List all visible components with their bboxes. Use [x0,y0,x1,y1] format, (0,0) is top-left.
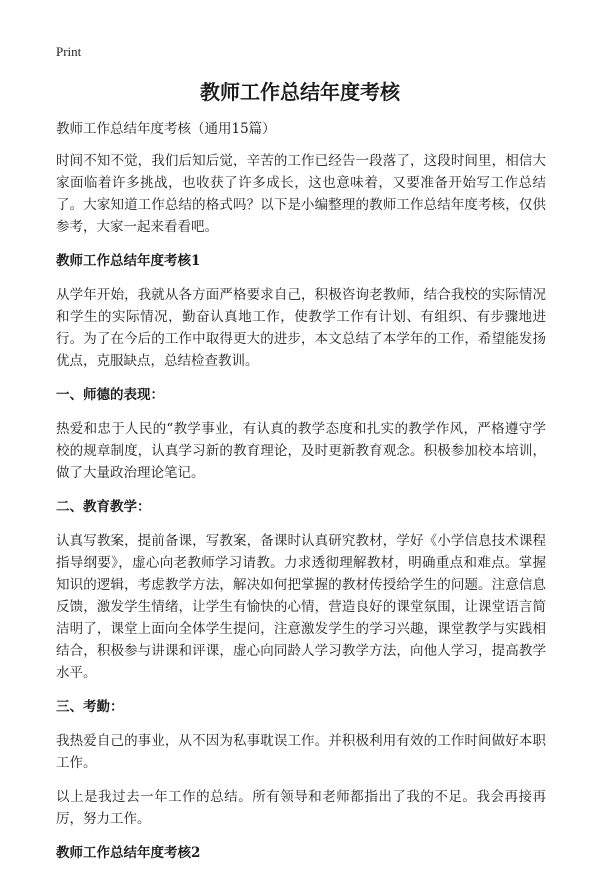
page-title: 教师工作总结年度考核 [200,80,400,104]
print-link[interactable]: Print [56,44,82,59]
article-body [56,118,546,876]
part-2-paragraph: 认真写教案，提前备课，写教案，备课时认真研究教材，学好《小学信息技术课程指导纲要》，虚心向老教师学习请教。力求透彻理解教材，明确重点和难点。掌握知识的逻辑，考虑教学方法，解决如何把掌握的教材传授给学生的问题。注意信息反馈，激发学生情绪，让学生有愉快的心情，营造良好的课堂氛围，让课堂语言简洁明了，课堂上面向全体学生提问，注意激发学生的学习兴趣，课堂教学与实践相结合，积极参与讲课和评课，虚心向同龄人学习教学方法，向他人学习，提高教学水平。 [56,533,546,681]
part-1-paragraph: 热爱和忠于人民的“教学事业，有认真的教学态度和扎实的教学作风，严格遵守学校的规章制度，认真学习新的教育理论，及时更新教育观念。积极参加校本培训，做了大量政治理论笔记。 [56,421,546,481]
subtitle: 教师工作总结年度考核（通用15篇） [56,121,276,137]
intro-paragraph: 时间不知不觉，我们后知后觉，辛苦的工作已经告一段落了，这段时间里，相信大家面临着许多挑战，也收获了许多成长，这也意味着，又要准备开始写工作总结了。大家知道工作总结的格式吗？以下是小编整理的教师工作总结年度考核，仅供参考，大家一起来看看吧。 [56,153,546,235]
closing-paragraph: 以上是我过去一年工作的总结。所有领导和老师都指出了我的不足。我会再接再厉，努力工作。 [56,789,546,827]
section-2-heading: 教师工作总结年度考核2 [56,845,201,861]
part-1-heading: 一、师德的表现： [56,387,164,403]
section-1-paragraph: 从学年开始，我就从各方面严格要求自己，积极咨询老教师，结合我校的实际情况和学生的实际情况，勤奋认真地工作，使教学工作有计划、有组织、有步骤地进行。为了在今后的工作中取得更大的进步，本文总结了本学年的工作，希望能发扬优点，克服缺点，总结检查教训。 [56,287,546,369]
part-2-heading: 二、教育教学： [56,499,151,515]
part-3-heading: 三、考勤： [56,699,124,715]
section-1-heading: 教师工作总结年度考核1 [56,253,201,269]
part-3-paragraph: 我热爱自己的事业，从不因为私事耽误工作。并积极利用有效的工作时间做好本职工作。 [56,733,546,771]
